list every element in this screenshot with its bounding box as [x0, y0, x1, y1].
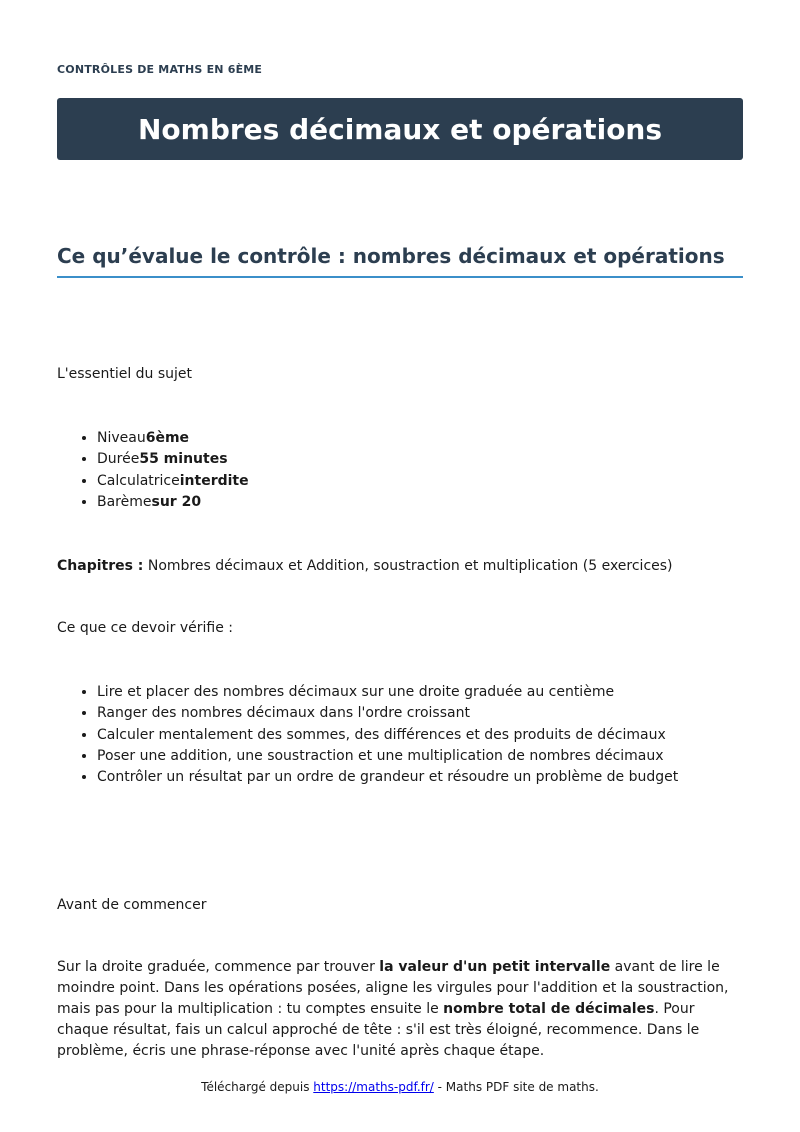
- list-item: [97, 428, 249, 449]
- list-item: • Poser une addition, une soustraction et une multiplication de nombres décimaux: [97, 746, 678, 767]
- list-item: [97, 449, 249, 470]
- item-value: 55 minutes: [139, 451, 228, 468]
- series-label: CONTRÔLES DE MATHS EN 6ÈME: [57, 63, 263, 76]
- item-label: Durée: [97, 451, 140, 468]
- footer-suffix: - Maths PDF site de maths.: [433, 1080, 599, 1094]
- list-item: • Lire et placer des nombres décimaux sur une droite graduée au centième: [97, 682, 678, 703]
- verifie-title: Ce que ce devoir vérifie :: [57, 620, 234, 636]
- footer-prefix: Téléchargé depuis: [201, 1080, 314, 1094]
- footer: [0, 1080, 800, 1094]
- avant-text-1: Sur la droite graduée, commence par trouver: [57, 959, 380, 975]
- item-value: interdite: [179, 472, 249, 489]
- avant-bold-1: la valeur d'un petit intervalle: [379, 959, 611, 975]
- list-item: [97, 492, 249, 513]
- page-title: Nombres décimaux et opérations: [137, 112, 663, 146]
- verifie-list: [57, 682, 678, 788]
- chapitres-text: Nombres décimaux et Addition, soustraction et multiplication (5 exercices): [143, 558, 673, 574]
- section-heading: Ce qu’évalue le contrôle : nombres décimaux et opérations: [57, 244, 743, 278]
- title-banner: [57, 98, 743, 160]
- avant-bold-2: nombre total de décimales: [443, 1001, 655, 1017]
- item-label: Calculatrice: [97, 472, 180, 489]
- item-value: 6ème: [145, 430, 190, 446]
- essentiel-list: [57, 428, 249, 513]
- item-value: sur 20: [151, 493, 202, 510]
- list-item: • Contrôler un résultat par un ordre de grandeur et résoudre un problème de budget: [97, 767, 678, 788]
- list-item: • Ranger des nombres décimaux dans l'ordre croissant: [97, 703, 678, 724]
- item-label: Niveau: [97, 430, 146, 446]
- avant-title: Avant de commencer: [57, 897, 207, 913]
- avant-paragraph: [57, 957, 743, 1062]
- footer-link[interactable]: https://maths-pdf.fr/: [313, 1080, 434, 1094]
- chapitres-line: [57, 556, 673, 577]
- avant-text-3: . Pour chaque résultat, fais un calcul approché de tête : s'il est très éloigné, recommence. Dans le problème, écris une phrase-réponse avec l'unité après chaque étape.: [57, 1001, 700, 1059]
- list-item: • Calculer mentalement des sommes, des différences et des produits de décimaux: [97, 725, 678, 746]
- avant-text-2: avant de lire le moindre point. Dans les opérations posées, aligne les virgules pour l'addition et la soustraction, mais pas pour la multiplication : tu comptes ensuite le: [57, 959, 729, 1017]
- item-label: Barème: [97, 493, 152, 510]
- essentiel-title: L'essentiel du sujet: [57, 366, 193, 382]
- list-item: [97, 471, 249, 492]
- chapitres-label: Chapitres :: [57, 558, 144, 574]
